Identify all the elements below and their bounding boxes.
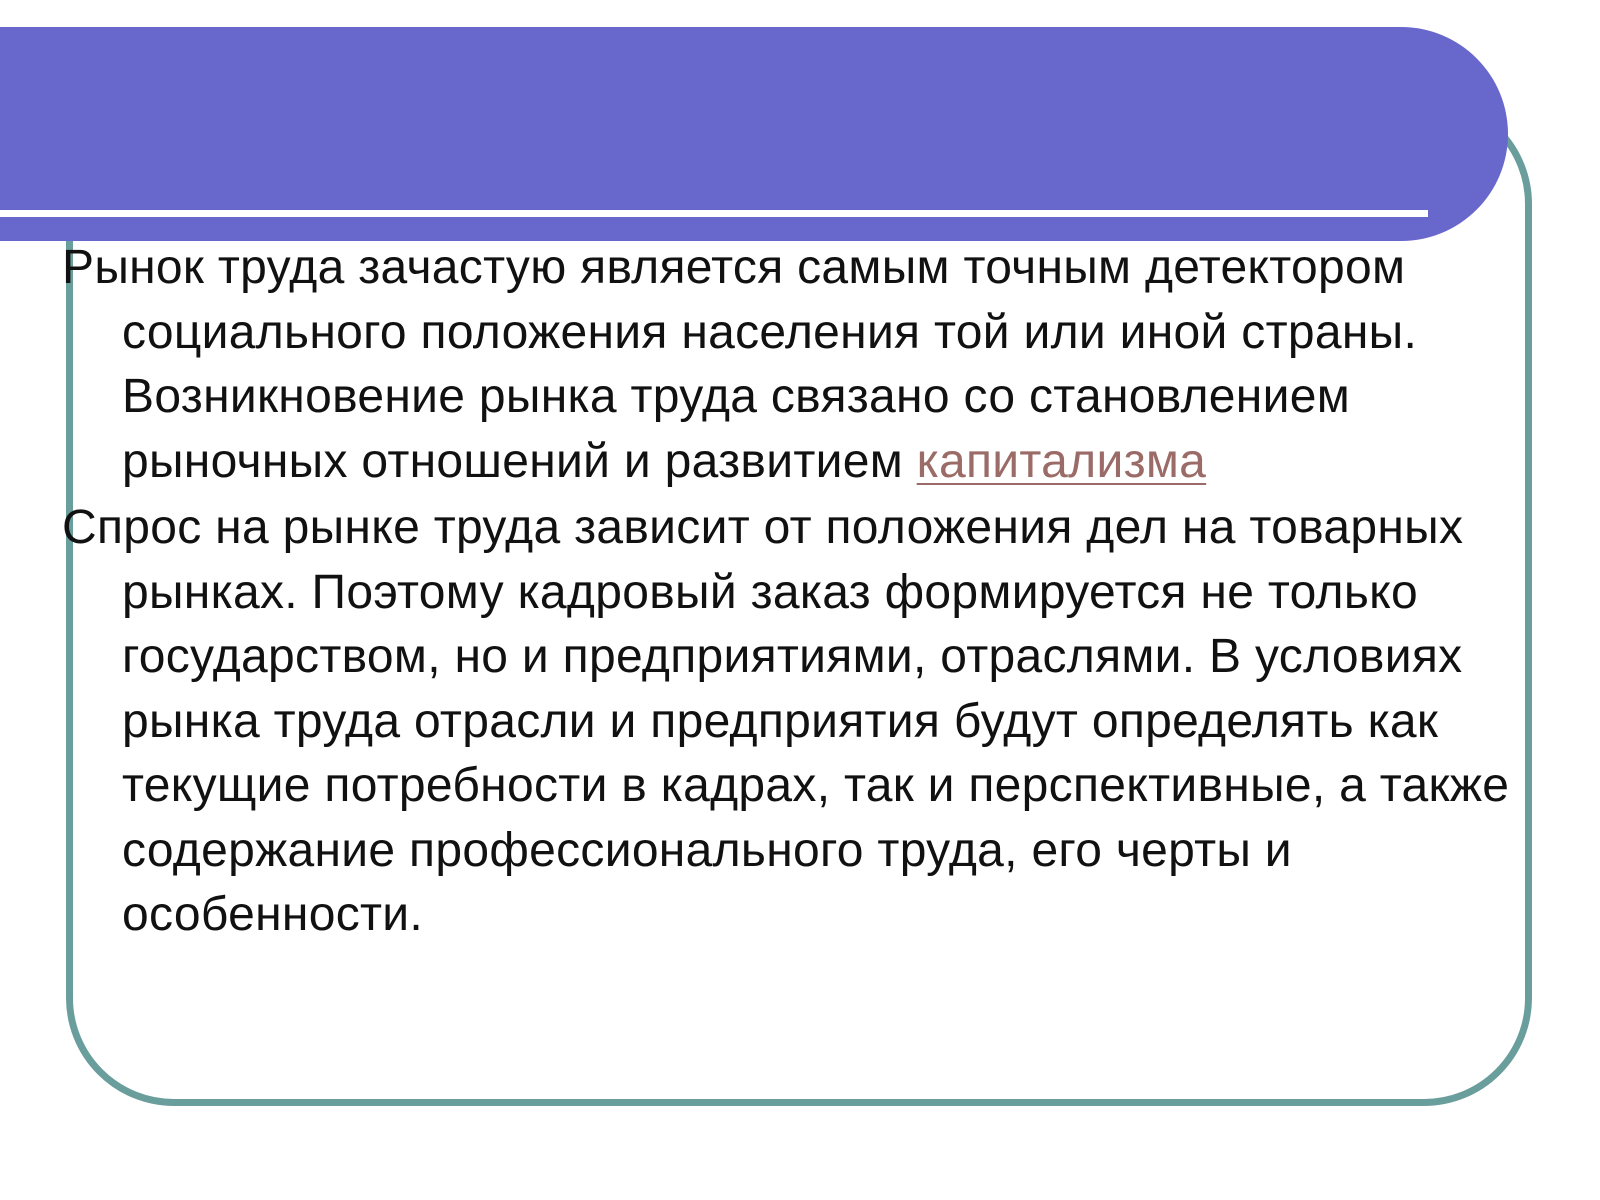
slide-body — [62, 236, 1532, 950]
header-bar — [0, 27, 1508, 241]
paragraph-labor-market — [62, 236, 1532, 494]
capitalism-link[interactable]: капитализма — [916, 434, 1207, 488]
paragraph-labor-demand — [62, 496, 1532, 948]
paragraph-1-text: Рынок труда зачастую является самым точным детектором социального положения населения той или иной страны. Возникновение рынка труда связано со становлением рыночных отношений и развитием — [62, 241, 1418, 488]
paragraph-2-text: Спрос на рынке труда зависит от положения дел на товарных рынках. Поэтому кадровый заказ формируется не только государством, но и предприятиями, отраслями. В условиях рынка труда отрасли и предприятия будут определять как текущие потребности в кадрах, так и перспективные, а также содержание профессионального труда, его черты и особенности. — [62, 501, 1510, 941]
header-divider — [0, 210, 1428, 217]
